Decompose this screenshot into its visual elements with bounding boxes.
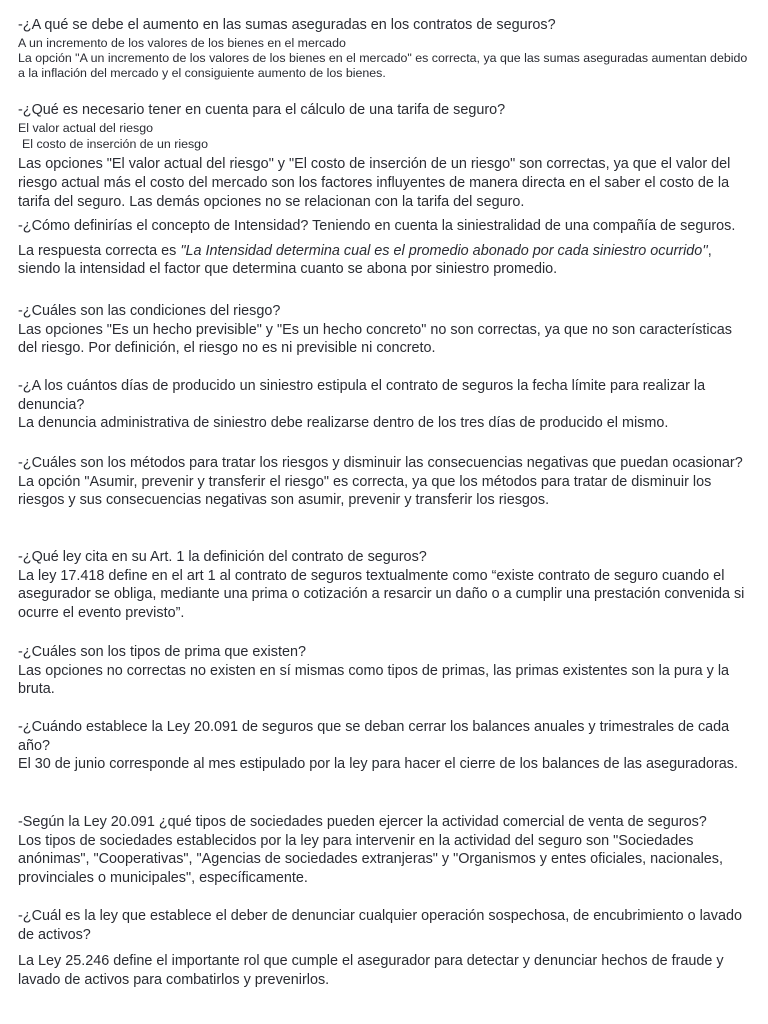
qa-block-4 bbox=[18, 302, 753, 358]
qa-block-3 bbox=[18, 217, 753, 279]
answer-5: La denuncia administrativa de siniestro debe realizarse dentro de los tres días de producido el mismo. bbox=[18, 415, 669, 432]
qa-block-7 bbox=[18, 548, 753, 622]
answer-10: Los tipos de sociedades establecidos por la ley para intervenir en la actividad del seguro son "Sociedades anónimas", "Cooperativas", "Agencias de sociedades extranjeras" y "Organismos y entes oficiales, nacionales, provinciales o municipales", específicamente. bbox=[18, 832, 723, 886]
answer-4: Las opciones "Es un hecho previsible" y "Es un hecho concreto" no son correctas, ya que no son características del riesgo. Por definición, el riesgo no es ni previsible ni concreto. bbox=[18, 321, 732, 357]
question-3: -¿Cómo definirías el concepto de Intensidad? Teniendo en cuenta la siniestralidad de una compañía de seguros. bbox=[18, 218, 736, 234]
qa-block-2 bbox=[18, 101, 753, 211]
answer-3 bbox=[18, 242, 753, 279]
question-8: -¿Cuáles son los tipos de prima que existen? bbox=[18, 644, 306, 660]
answer-1: La opción "A un incremento de los valores de los bienes en el mercado" es correcta, ya que las sumas aseguradas aumentan debido a la inflación del mercado y el consiguiente aumento de los bienes. bbox=[18, 51, 748, 81]
answer-3-quote: "La Intensidad determina cual es el promedio abonado por cada siniestro ocurrido'' bbox=[180, 242, 708, 259]
question-6: -¿Cuáles son los métodos para tratar los riesgos y disminuir las consecuencias negativas que puedan ocasionar? bbox=[18, 455, 743, 471]
answer-3-suffix: , siendo la intensidad el factor que determina cuanto se abona por siniestro promedio. bbox=[18, 242, 712, 278]
question-5: -¿A los cuántos días de producido un siniestro estipula el contrato de seguros la fecha límite para realizar la denuncia? bbox=[18, 378, 706, 413]
qa-block-8 bbox=[18, 643, 753, 699]
question-11: -¿Cuál es la ley que establece el deber de denunciar cualquier operación sospechosa, de encubrimiento o lavado de activos? bbox=[18, 908, 742, 943]
question-7: -¿Qué ley cita en su Art. 1 la definición del contrato de seguros? bbox=[18, 549, 427, 565]
option-2b: El costo de inserción de un riesgo bbox=[22, 137, 208, 151]
question-9: -¿Cuándo establece la Ley 20.091 de seguros que se deban cerrar los balances anuales y trimestrales de cada año? bbox=[18, 719, 730, 754]
question-10: -Según la Ley 20.091 ¿qué tipos de sociedades pueden ejercer la actividad comercial de venta de seguros? bbox=[18, 814, 707, 830]
question-4: -¿Cuáles son las condiciones del riesgo? bbox=[18, 303, 281, 319]
qa-block-11 bbox=[18, 907, 753, 989]
answer-11: La Ley 25.246 define el importante rol que cumple el asegurador para detectar y denunciar hechos de fraude y lavado de activos para combatirlos y prevenirlos. bbox=[18, 953, 724, 988]
answer-2: Las opciones "El valor actual del riesgo" y "El costo de inserción de un riesgo" son correctas, ya que el valor del riesgo actual más el costo del mercado son los factores influyentes de manera directa en el saber el costo de la tarifa del seguro. Las demás opciones no se relacionan con la tarifa del seguro. bbox=[18, 156, 731, 210]
option-1: A un incremento de los valores de los bienes en el mercado bbox=[18, 35, 346, 50]
question-1: -¿A qué se debe el aumento en las sumas aseguradas en los contratos de seguros? bbox=[18, 17, 556, 33]
option-2a: El valor actual del riesgo bbox=[18, 120, 153, 135]
qa-block-9 bbox=[18, 718, 753, 774]
qa-block-6 bbox=[18, 454, 753, 510]
qa-block-10 bbox=[18, 813, 753, 887]
answer-6: La opción "Asumir, prevenir y transferir el riesgo" es correcta, ya que los métodos para tratar de disminuir los riesgos y sus consecuencias negativas son asumir, prevenir y transferir los riesgos. bbox=[18, 473, 712, 509]
question-2: -¿Qué es necesario tener en cuenta para el cálculo de una tarifa de seguro? bbox=[18, 102, 506, 118]
qa-block-5 bbox=[18, 377, 753, 433]
answer-7: La ley 17.418 define en el art 1 al contrato de seguros textualmente como “existe contrato de seguro cuando el asegurador se obliga, mediante una prima o cotización a resarcir un daño o a cumplir una prestación convenida si ocurre el evento previsto”. bbox=[18, 567, 745, 621]
answer-9: El 30 de junio corresponde al mes estipulado por la ley para hacer el cierre de los balances de las aseguradoras. bbox=[18, 756, 738, 773]
answer-3-prefix: La respuesta correcta es bbox=[18, 242, 181, 259]
answer-8: Las opciones no correctas no existen en sí mismas como tipos de primas, las primas existentes son la pura y la bruta. bbox=[18, 662, 730, 698]
qa-block-1 bbox=[18, 16, 753, 82]
